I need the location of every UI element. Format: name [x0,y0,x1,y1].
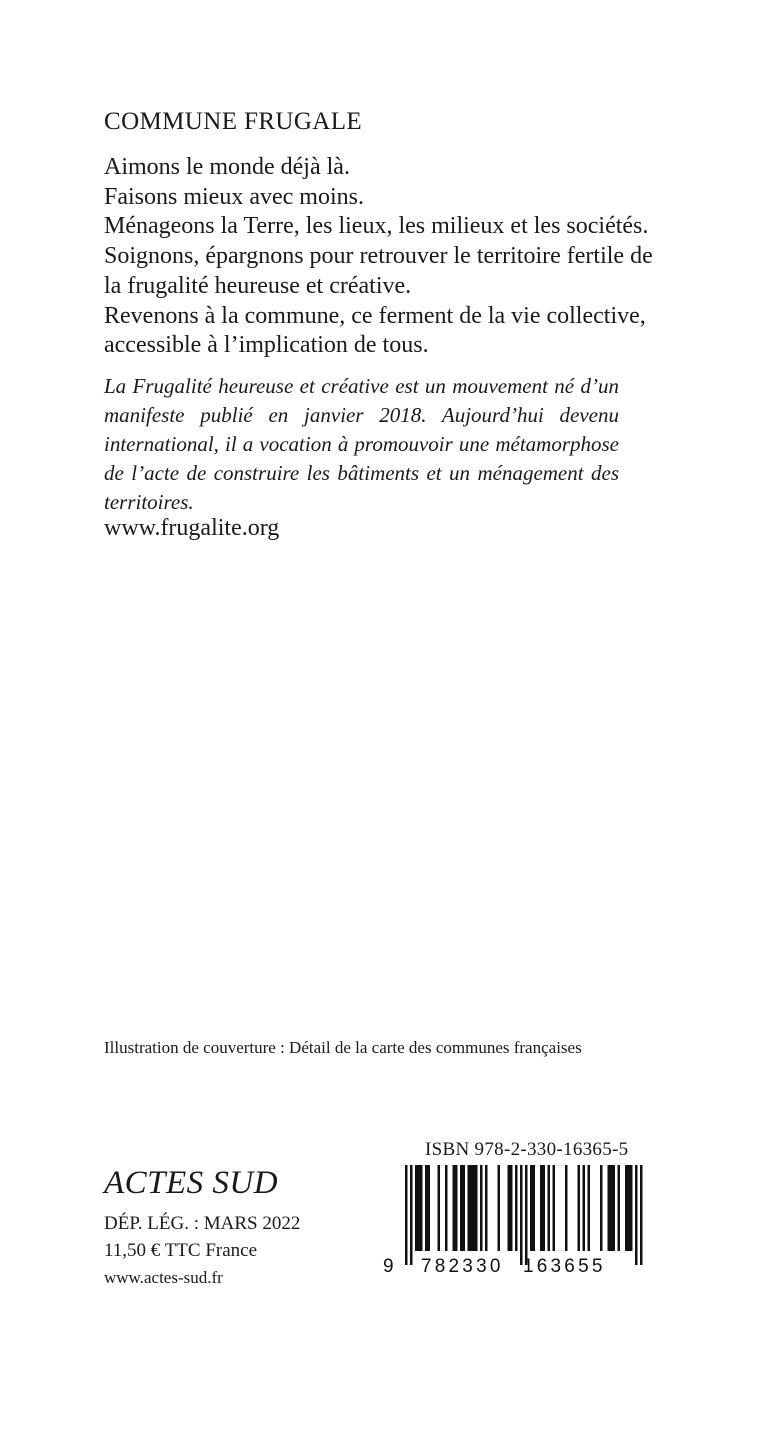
barcode-bar [438,1165,441,1251]
barcode-bar [475,1165,478,1251]
barcode-bar [578,1165,581,1251]
barcode-guard-bar [405,1165,408,1265]
poem-line: Ménageons la Terre, les lieux, les milieux et les sociétés. [104,213,649,240]
blurb-paragraph: La Frugalité heureuse et créative est un mouvement né d’un manifeste publié en janvier 2018. Aujourd’hui devenu international, il a vocation à promouvoir une métamorphose de l’acte de construire les bâtiments et un ménagement des territoires. [104,374,619,514]
poem-line: Revenons à la commune, ce ferment de la vie collective, [104,302,646,329]
barcode-bar [418,1165,421,1251]
barcode-bar [498,1165,501,1251]
barcode-graphic [383,1165,645,1275]
barcode-bar [445,1165,448,1251]
barcode-bar [553,1165,556,1251]
barcode-bar [485,1165,488,1251]
barcode-bar [613,1165,616,1251]
barcode-guard-bar [525,1165,528,1265]
barcode-bar [425,1165,428,1251]
barcode-bar [530,1165,533,1251]
publisher-logo: ACTES SUD [104,1165,279,1201]
barcode-bar [415,1165,418,1251]
barcode-guard-bar [635,1165,638,1265]
barcode [383,1165,645,1275]
barcode-guard-bar [640,1165,643,1265]
barcode-bar [455,1165,458,1251]
barcode-bar [548,1165,551,1251]
poem-line: accessible à l’implication de tous. [104,332,429,359]
barcode-bar [463,1165,466,1251]
barcode-bar [453,1165,456,1251]
barcode-bar [540,1165,543,1251]
barcode-guard-bar [410,1165,413,1265]
barcode-bar [460,1165,463,1251]
barcode-bar [468,1165,471,1251]
barcode-bar [473,1165,476,1251]
barcode-bar [508,1165,511,1251]
barcode-guard-bar [520,1165,523,1265]
website-link[interactable]: www.frugalite.org [104,515,280,541]
imprint-info [104,1210,300,1291]
legal-deposit: DÉP. LÉG. : MARS 2022 [104,1213,301,1234]
barcode-bar [583,1165,586,1251]
barcode-bar [543,1165,546,1251]
poem-line: la frugalité heureuse et créative. [104,272,412,299]
barcode-bar [618,1165,621,1251]
barcode-bar [510,1165,513,1251]
price: 11,50 € TTC France [104,1240,258,1261]
barcode-first-digit: 9 [383,1256,394,1275]
barcode-bar [610,1165,613,1251]
barcode-bar [565,1165,568,1251]
barcode-bars [405,1165,643,1265]
isbn-number: ISBN 978-2-330-16365-5 [425,1139,629,1160]
barcode-bar [608,1165,611,1251]
barcode-bar [428,1165,431,1251]
heading: COMMUNE FRUGALE [104,108,363,135]
barcode-bar [480,1165,483,1251]
barcode-bar [470,1165,473,1251]
poem-line: Soignons, épargnons pour retrouver le territoire fertile de [104,243,653,270]
poem [104,153,653,361]
barcode-bar [533,1165,536,1251]
barcode-left-digits: 782330 [421,1256,504,1275]
barcode-bar [600,1165,603,1251]
cover-credit: Illustration de couverture : Détail de la carte des communes françaises [104,1038,582,1057]
poem-line: Aimons le monde déjà là. [104,154,350,180]
barcode-bar [420,1165,423,1251]
barcode-right-digits: 163655 [523,1256,606,1275]
barcode-bar [630,1165,633,1251]
publisher-website: www.actes-sud.fr [104,1268,223,1287]
barcode-bar [515,1165,518,1251]
poem-line: Faisons mieux avec moins. [104,183,364,210]
barcode-bar [628,1165,631,1251]
barcode-bar [625,1165,628,1251]
barcode-bar [588,1165,591,1251]
